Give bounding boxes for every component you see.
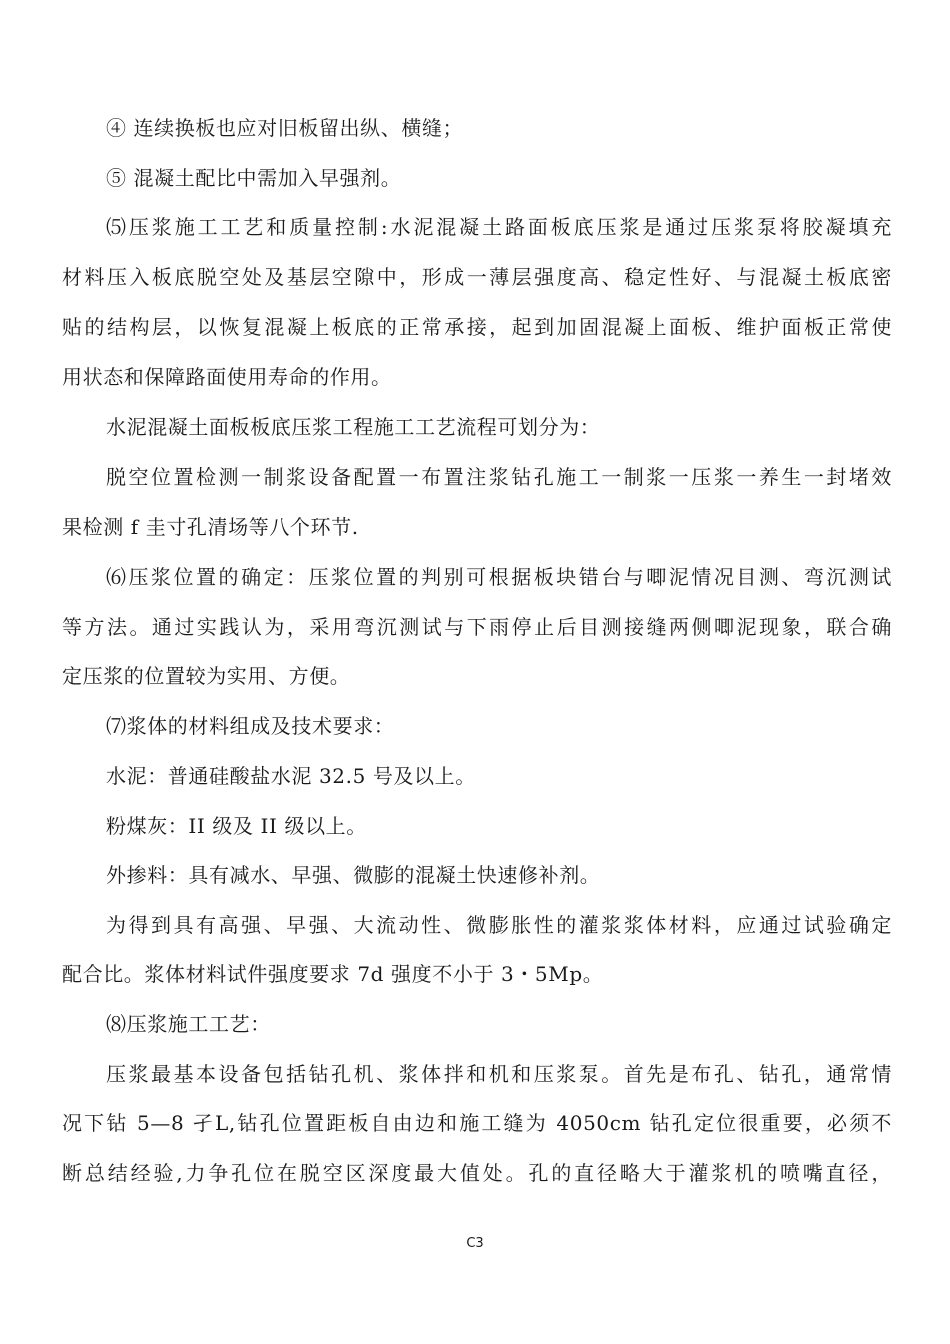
text-line: ⑤ 混凝土配比中需加入早强剂。 bbox=[106, 166, 402, 190]
text-line: 水泥：普通硅酸盐水泥 32.5 号及以上。 bbox=[106, 764, 476, 788]
text-line: ⑺浆体的材料组成及技术要求： bbox=[106, 714, 395, 738]
text-line: 贴的结构层，以恢复混凝上板底的正常承接，起到加固混凝上面板、维护面板正常使 bbox=[62, 315, 892, 339]
text-line: 等方法。通过实践认为，采用弯沉测试与下雨停止后目测接缝两侧唧泥现象，联合确 bbox=[62, 615, 892, 639]
text-line: 脱空位置检测一制浆设备配置一布置注浆钻孔施工一制浆一压浆一养生一封堵效 bbox=[106, 465, 892, 489]
text-line: 外掺料：具有减水、早强、微膨的混凝土快速修补剂。 bbox=[106, 863, 601, 887]
text-line: ⑻压浆施工工艺： bbox=[106, 1012, 271, 1036]
page-number: C3 bbox=[466, 1236, 484, 1251]
text-line: ⑸压浆施工工艺和质量控制:水泥混凝土路面板底压浆是通过压浆泵将胶凝填充 bbox=[106, 215, 892, 239]
text-line: 为得到具有高强、早强、大流动性、微膨胀性的灌浆浆体材料，应通过试验确定 bbox=[106, 913, 892, 937]
text-line: 压浆最基本设备包括钻孔机、浆体拌和机和压浆泵。首先是布孔、钻孔，通常情 bbox=[106, 1062, 892, 1086]
text-line: 定压浆的位置较为实用、方便。 bbox=[62, 664, 351, 688]
text-line: 果检测 f 圭寸孔清场等八个环节. bbox=[62, 515, 359, 539]
text-line: ④ 连续换板也应对旧板留出纵、横缝； bbox=[106, 116, 464, 140]
text-line: 材料压入板底脱空处及基层空隙中，形成一薄层强度高、稳定性好、与混凝土板底密 bbox=[62, 265, 892, 289]
text-line: 粉煤灰：II 级及 II 级以上。 bbox=[106, 814, 367, 838]
text-line: 用状态和保障路面使用寿命的作用。 bbox=[62, 365, 392, 389]
text-line: ⑹压浆位置的确定：压浆位置的判别可根据板块错台与唧泥情况目测、弯沉测试 bbox=[106, 565, 892, 589]
text-line: 水泥混凝土面板板底压浆工程施工工艺流程可划分为： bbox=[106, 415, 601, 439]
text-line: 配合比。浆体材料试件强度要求 7d 强度不小于 3・5Mp。 bbox=[62, 962, 604, 986]
text-line: 况下钻 5—8 孑L,钻孔位置距板自由边和施工缝为 4050cm 钻孔定位很重要，必须不 bbox=[62, 1111, 892, 1135]
text-line: 断总结经验,力争孔位在脱空区深度最大值处。孔的直径略大于灌浆机的喷嘴直径， bbox=[62, 1161, 892, 1185]
